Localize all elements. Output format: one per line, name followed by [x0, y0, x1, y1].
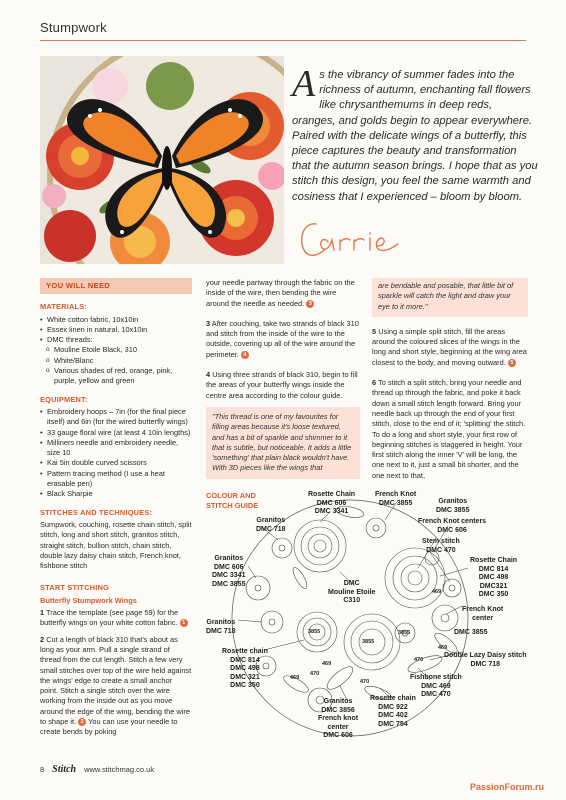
label-granitos-l: Granitos DMC 606 DMC 3341 DMC 3855 — [212, 555, 246, 588]
label-french-centers: French Knot centers DMC 606 — [418, 518, 487, 534]
step-badge: 1 — [180, 619, 188, 627]
label-french-r: French Knot center — [462, 606, 504, 622]
list-item: • Kai 5in double curved scissors — [40, 458, 192, 468]
materials-heading: MATERIALS: — [40, 302, 88, 312]
header-rule — [40, 40, 526, 41]
list-item: • Pattern tracing method (I use a heat erasable pen) — [40, 469, 192, 490]
step-6 — [372, 378, 528, 481]
hero-photo — [40, 56, 284, 264]
list-item: • White cotton fabric, 10x10in — [40, 315, 192, 325]
circle-number: 470 — [414, 657, 424, 663]
circle-number: 470 — [310, 671, 320, 677]
step-text: Using a simple split stitch, fill the areas around the coloured slices of the wings in the long and short style, beginning at the wing area closest to the body, and moving outward. — [372, 326, 527, 367]
label-lazy-daisy: Double Lazy Daisy stitch DMC 718 — [444, 652, 527, 668]
step-number: 6 — [372, 378, 377, 388]
step-number: 4 — [206, 370, 211, 380]
butterfly-wings-subheading: Butterfly Stumpwork Wings — [40, 595, 137, 605]
label-rosette-l: Rosette chain DMC 814 DMC 498 DMC 321 DMC 350 — [222, 648, 268, 690]
page-number: 8 — [40, 765, 45, 774]
step-number: 2 — [40, 634, 45, 644]
label-rosette-top: Rosette Chain DMC 606 DMC 3341 — [308, 491, 356, 516]
step-text: You can use your needle to create bends by poking — [40, 716, 178, 737]
pull-quote: "This thread is one of my favourites for filling areas because it's loose textured, and has a bit of sparkle and shimmer to it that is subtle, but noticeable. It adds a little 'something' that plain black wouldn't have. With 3D pieces like the wings that — [206, 407, 360, 479]
website-link[interactable]: www.stitchmag.co.uk — [84, 765, 155, 774]
step-badge: 4 — [241, 351, 249, 359]
signature-image — [294, 208, 414, 268]
circle-number: 469 — [322, 661, 332, 667]
start-stitching-heading: START STITCHING — [40, 583, 109, 593]
list-item: • Black Sharpie — [40, 489, 192, 499]
equipment-heading: EQUIPMENT: — [40, 394, 88, 404]
label-rosette-r: Rosette Chain DMC 814 DMC 498 DMC321 DMC 350 — [470, 557, 518, 599]
intro-text: s the vibrancy of summer fades into the richness of autumn, enchanting fall flowers like chrysanthemums in deep reds, oranges, and golds begin to appear everywhere. Paired with the delicate wings of a butterfly, this piece captures the beauty and transformation that the autumn season brings. I hope that as you stitch this design, you feel the same warmth and cosiness that I experienced – bloom by bloom. — [292, 69, 538, 203]
column-1 — [40, 278, 192, 738]
circle-number: 469 — [432, 589, 442, 595]
list-item: o Mouline Etoile Black, 310 — [40, 345, 192, 355]
list-item: o White/Blanc — [40, 356, 192, 366]
circle-number: 3855 — [398, 630, 411, 636]
circle-number: 469 — [438, 645, 448, 651]
step-text: Cut a length of black 310 that's about as long as your arm. Pull a single strand of thread from the cut length. Stitch a few very small stitches over top of the wire held against the wings' edge to create a small anchor point. Stitch a single stitch over the wire working from the inside out as you move around the edge of the wing, bending the wire to shape it. — [40, 634, 192, 726]
step-number: 5 — [372, 326, 377, 336]
step-badge: 5 — [508, 359, 516, 367]
guide-title-line: STITCH GUIDE — [206, 500, 259, 510]
list-item: • Embroidery hoops – 7in (for the final piece itself) and 6in (for the wired butterfly wings) — [40, 407, 192, 428]
step-3 — [206, 319, 360, 360]
column-2 — [206, 278, 360, 479]
step-2 — [40, 635, 192, 738]
label-dmc3855-r: DMC 3855 — [454, 629, 488, 636]
step-number: 3 — [206, 318, 211, 328]
magazine-logo: Stitch — [52, 764, 77, 775]
intro-paragraph — [292, 63, 538, 205]
step-text: After couching, take two strands of black 310 and stitch from the inside of the wire to the outside, covering up all of the wire around the perimeter. — [206, 318, 359, 359]
you-will-need-bar: YOU WILL NEED — [40, 278, 192, 294]
label-french-top: French Knot DMC 3855 — [375, 491, 417, 507]
step-badge: 2 — [78, 718, 86, 726]
label-stem: Stem stitch DMC 470 — [422, 538, 460, 554]
pull-quote-continued: are bendable and posable, that little bit of sparkle will catch the light and draw your eye to it more." — [372, 278, 528, 317]
equipment-list — [40, 407, 192, 500]
column-3 — [372, 278, 528, 481]
step-badge: 3 — [306, 300, 314, 308]
circle-number: 3855 — [362, 639, 375, 645]
circle-number: 470 — [360, 679, 370, 685]
step-1 — [40, 608, 192, 629]
stitches-heading: STITCHES AND TECHNIQUES: — [40, 507, 153, 517]
stitch-guide-diagram — [200, 488, 530, 758]
materials-list — [40, 315, 192, 387]
list-item: • Essex linen in natural, 10x10in — [40, 325, 192, 335]
label-granitos-bl: Granitos DMC 718 — [206, 619, 236, 635]
section-header: Stumpwork — [40, 20, 107, 35]
circle-number: 469 — [290, 675, 300, 681]
label-mouline: DMC Mouline Etoile C310 — [328, 580, 376, 605]
step-4 — [206, 370, 360, 401]
step-2-continued — [206, 278, 360, 309]
circle-number: 3855 — [308, 629, 321, 635]
step-text: your needle partway through the fabric on the inside of the wire, then bending the wire around the needle as needed. — [206, 278, 355, 308]
stitches-text: Sumpwork, couching, rosette chain stitch, split stitch, long and short stitch, granitos stitch, straight stitch, bullion stitch, chain stitch, double lazy daisy chain stitch, French knot, fishbone stitch — [40, 519, 192, 571]
watermark: PassionForum.ru — [470, 782, 545, 792]
page-footer — [40, 764, 154, 775]
step-number: 1 — [40, 608, 45, 618]
label-fishbone: Fishbone stitch DMC 469 DMC 470 — [410, 674, 462, 699]
step-text: To stitch a split stitch, bring your needle and thread up through the fabric, and poke it back down a small stitch length forward. Bring your needle back up through the end of your first stitch, close to the end of it; 'splitting' the stitch. To do a long and short style, your first row of beginning stitches is staggered in height. Your first stitch along the inner 'V' will be long, the one next to it, just a small bit shorter, and the one next to that, — [372, 378, 526, 480]
step-5 — [372, 327, 528, 368]
label-granitos-b: Granitos DMC 3856 French knot center DMC 606 — [318, 698, 359, 740]
guide-title-line: COLOUR AND — [206, 491, 256, 500]
label-granitos-tr: Granitos DMC 3855 — [436, 498, 470, 514]
drop-cap: A — [292, 63, 316, 105]
list-item: • 33 gauge floral wire (at least 4 10in lengths) — [40, 428, 192, 438]
list-item: o Various shades of red, orange, pink, purple, yellow and green — [40, 366, 192, 387]
label-granitos-tl: Granitos DMC 718 — [256, 517, 286, 533]
list-item: • DMC threads: — [40, 335, 192, 345]
step-text: Trace the template (see page 59) for the butterfly wings on your white cotton fabric. — [40, 608, 179, 628]
label-rosette-b: Rosette chain DMC 922 DMC 402 DMC 754 — [370, 695, 416, 728]
list-item: • Milliners needle and embroidery needle, size 10 — [40, 438, 192, 459]
step-text: Using three strands of black 310, begin to fill the areas of your butterfly wings inside the centre area according to the colour guide. — [206, 370, 358, 400]
